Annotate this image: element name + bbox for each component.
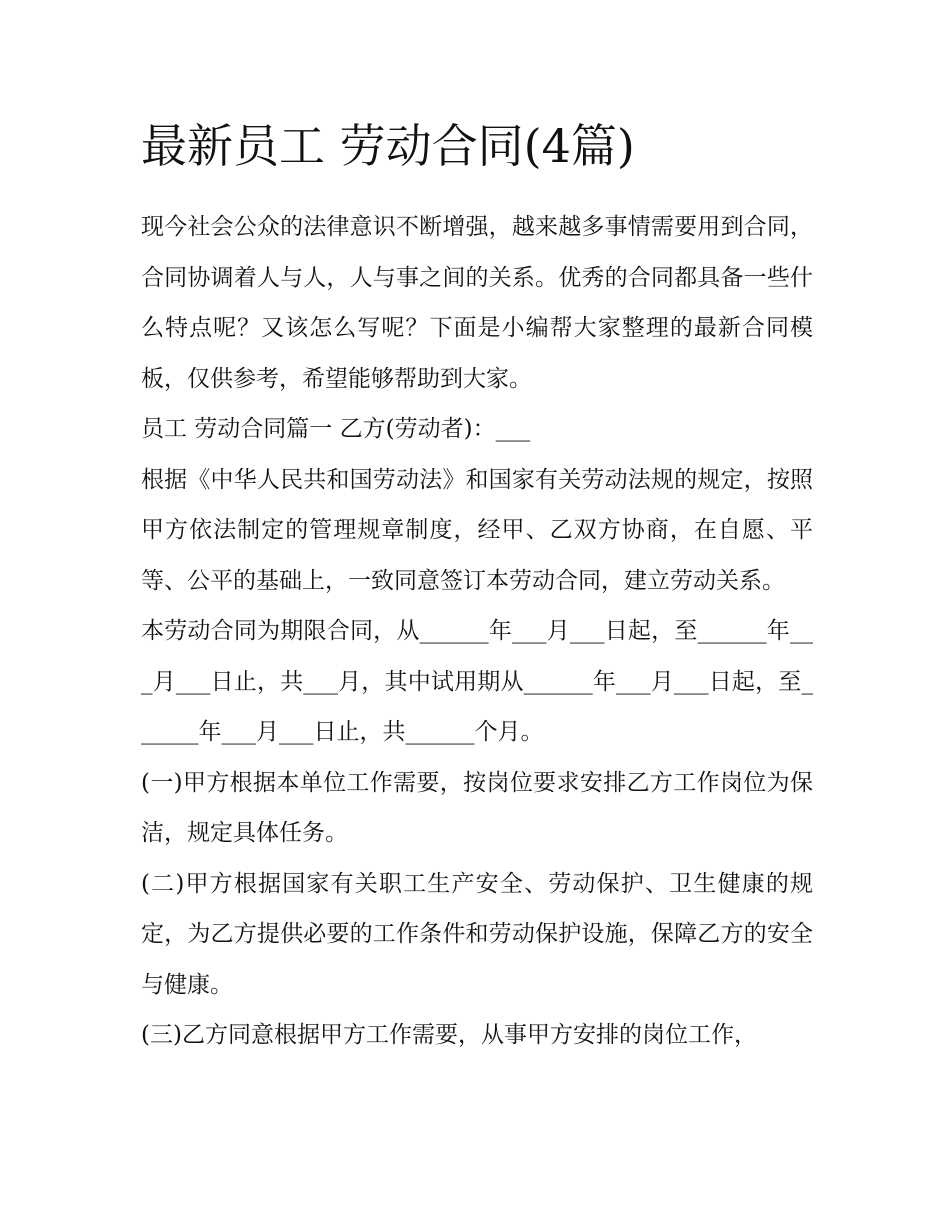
contract-heading-line: 员工 劳动合同篇一 乙方(劳动者)：___ xyxy=(141,416,531,442)
intro-paragraph: 现今社会公众的法律意识不断增强，越来越多事情需要用到合同，合同协调着人与人，人与事之间的关系。优秀的合同都具备一些什么特点呢？又该怎么写呢？下面是小编帮大家整理的最新合同模板，仅供参考，希望能够帮助到大家。 xyxy=(141,214,813,392)
contract-term-paragraph: 本劳动合同为期限合同，从______年___月___日起，至______年___月___日止，共___月，其中试用期从______年___月___日起，至______年___月___日止，共______个月。 xyxy=(141,618,813,745)
document-title: 最新员工 劳动合同(4篇) xyxy=(141,119,635,173)
document-page xyxy=(141,110,813,1061)
legal-basis-paragraph: 根据《中华人民共和国劳动法》和国家有关劳动法规的规定，按照甲方依法制定的管理规章制度，经甲、乙双方协商，在自愿、平等、公平的基础上，一致同意签订本劳动合同，建立劳动关系。 xyxy=(141,466,813,594)
clause-2-paragraph: (二)甲方根据国家有关职工生产安全、劳动保护、卫生健康的规定，为乙方提供必要的工作条件和劳动保护设施，保障乙方的安全与健康。 xyxy=(141,870,813,998)
clause-3-paragraph: (三)乙方同意根据甲方工作需要，从事甲方安排的岗位工作， xyxy=(141,1022,757,1048)
clause-1-paragraph: (一)甲方根据本单位工作需要，按岗位要求安排乙方工作岗位为保洁，规定具体任务。 xyxy=(141,769,813,846)
